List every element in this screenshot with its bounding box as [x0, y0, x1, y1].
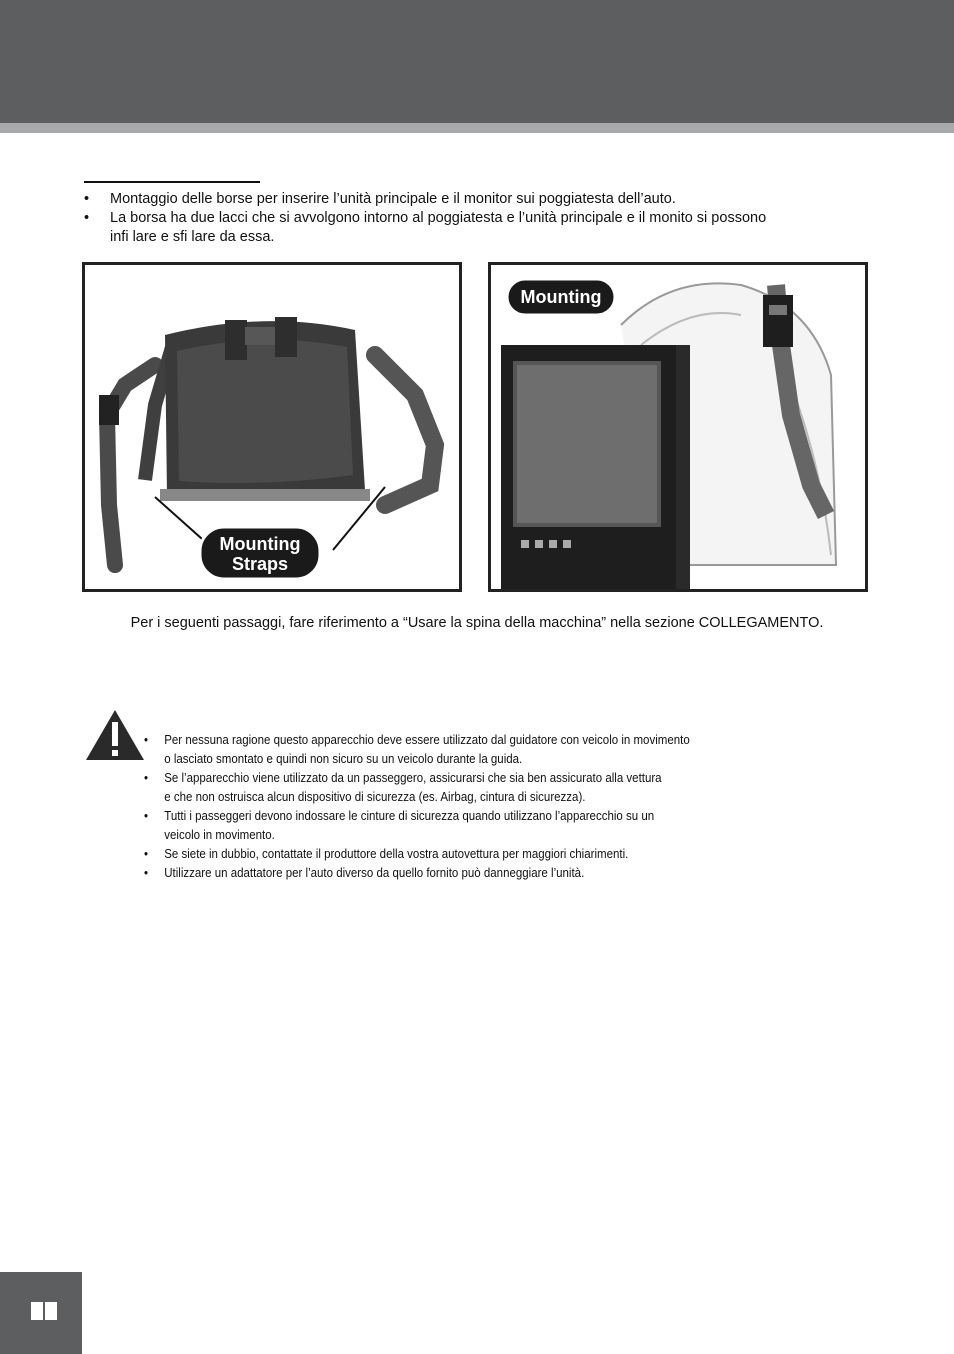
mounting-straps-label-line1: Mounting — [219, 534, 301, 554]
intro-bullet-list — [84, 190, 884, 247]
warning-item — [144, 845, 788, 864]
warning-item — [144, 864, 788, 883]
warning-text: Per nessuna ragione questo apparecchio deve essere utilizzato dal guidatore con veicolo in movimento — [164, 733, 690, 747]
intro-bullet — [84, 190, 884, 209]
bullet-text: Montaggio delle borse per inserire l’unità principale e il monitor sui poggiatesta dell’auto. — [110, 191, 676, 207]
warning-text: Se l’apparecchio viene utilizzato da un passeggero, assicurarsi che sia ben assicurato alla vettura — [164, 771, 662, 785]
bullet-text: La borsa ha due lacci che si avvolgono intorno al poggiatesta e l’unità principale e il monito si possono — [110, 210, 767, 226]
warning-text: veicolo in movimento. — [164, 828, 275, 842]
header-bar — [0, 0, 954, 123]
bullet-text: infi lare e sfi lare da essa. — [110, 229, 275, 245]
bullet-dot: • — [144, 733, 149, 747]
flag-icon-left — [31, 1302, 43, 1320]
bullet-dot: • — [144, 866, 149, 880]
mounting-straps-label-line2: Straps — [231, 554, 289, 574]
bullet-dot: • — [84, 191, 90, 207]
warning-item — [144, 769, 788, 807]
flag-icon-right — [45, 1302, 57, 1320]
warning-text: Utilizzare un adattatore per l’auto diverso da quello fornito può danneggiare l’unità. — [164, 866, 585, 880]
monitor-illustration — [491, 265, 865, 589]
warning-text: e che non ostruisca alcun dispositivo di sicurezza (es. Airbag, cintura di sicurezza). — [164, 790, 586, 804]
warning-text: Tutti i passeggeri devono indossare le cinture di sicurezza quando utilizzano l’apparecchio su un — [164, 809, 655, 823]
mounting-figure — [488, 262, 868, 592]
warning-text: Se siete in dubbio, contattate il produttore della vostra autovettura per maggiori chiarimenti. — [164, 847, 629, 861]
bullet-dot: • — [84, 210, 90, 226]
mounting-straps-figure — [82, 262, 462, 592]
header-stripe — [0, 123, 954, 133]
bullet-dot: • — [144, 809, 149, 823]
warning-item — [144, 807, 788, 845]
language-tab — [0, 1272, 82, 1354]
warning-item — [144, 731, 788, 769]
mounting-label: Mounting — [520, 287, 602, 307]
warning-list — [144, 731, 788, 883]
warning-triangle-icon — [84, 708, 149, 762]
intro-bullet — [84, 209, 884, 247]
bullet-dot: • — [144, 847, 149, 861]
bag-illustration — [85, 265, 459, 589]
warning-text: o lasciato smontato e quindi non sicuro su un veicolo durante la guida. — [164, 752, 523, 766]
section-rule — [84, 181, 260, 183]
bullet-dot: • — [144, 771, 149, 785]
connection-note: Per i seguenti passaggi, fare riferimento a “Usare la spina della macchina” nella sezione COLLEGAMENTO. — [130, 615, 824, 631]
